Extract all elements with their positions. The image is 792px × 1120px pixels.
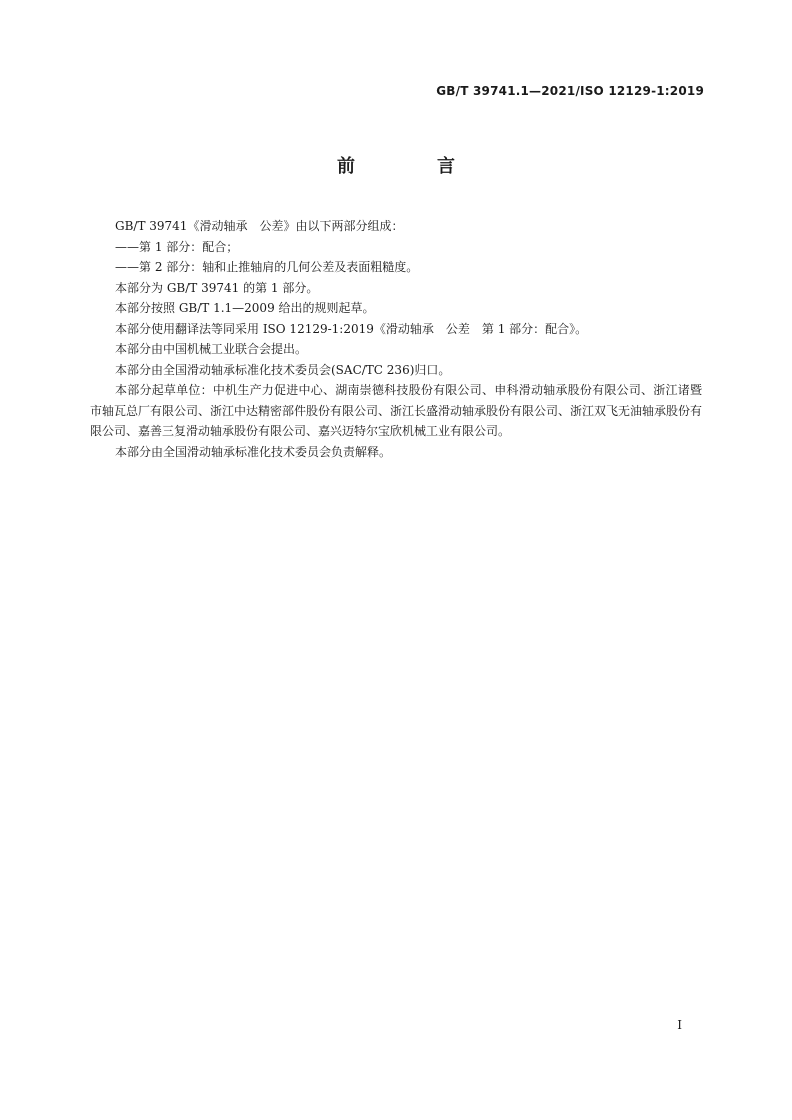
list-item-part-2: ——第 2 部分：轴和止推轴肩的几何公差及表面粗糙度。 bbox=[115, 260, 419, 274]
paragraph-scope: 本部分为 GB/T 39741 的第 1 部分。 bbox=[115, 280, 319, 295]
paragraph-drafting-rules: 本部分按照 GB/T 1.1—2009 给出的规则起草。 bbox=[115, 301, 375, 315]
paragraph-interpretation: 本部分由全国滑动轴承标准化技术委员会负责解释。 bbox=[115, 444, 392, 459]
paragraph-adoption: 本部分使用翻译法等同采用 ISO 12129-1:2019《滑动轴承 公差 第 1 部分：配合》。 bbox=[115, 321, 588, 336]
page-title: 前 言 bbox=[337, 156, 487, 177]
page-number: I bbox=[677, 1018, 682, 1032]
list-item-part-1: ——第 1 部分：配合； bbox=[115, 239, 239, 254]
paragraph-parts-intro: GB/T 39741《滑动轴承 公差》由以下两部分组成： bbox=[115, 219, 404, 233]
foreword-body bbox=[90, 216, 702, 462]
paragraph-proposer: 本部分由中国机械工业联合会提出。 bbox=[115, 342, 308, 356]
standard-code: GB/T 39741.1—2021/ISO 12129-1:2019 bbox=[436, 84, 704, 98]
paragraph-drafting-units: 本部分起草单位：中机生产力促进中心、湖南崇德科技股份有限公司、申科滑动轴承股份有限公司、浙江诸暨市轴瓦总厂有限公司、浙江中达精密部件股份有限公司、浙江长盛滑动轴承股份有限公司、浙江双飞无油轴承股份有限公司、嘉善三复滑动轴承股份有限公司、嘉兴迈特尔宝欣机械工业有限公司。 bbox=[90, 383, 703, 438]
paragraph-committee: 本部分由全国滑动轴承标准化技术委员会(SAC/TC 236)归口。 bbox=[115, 362, 451, 377]
